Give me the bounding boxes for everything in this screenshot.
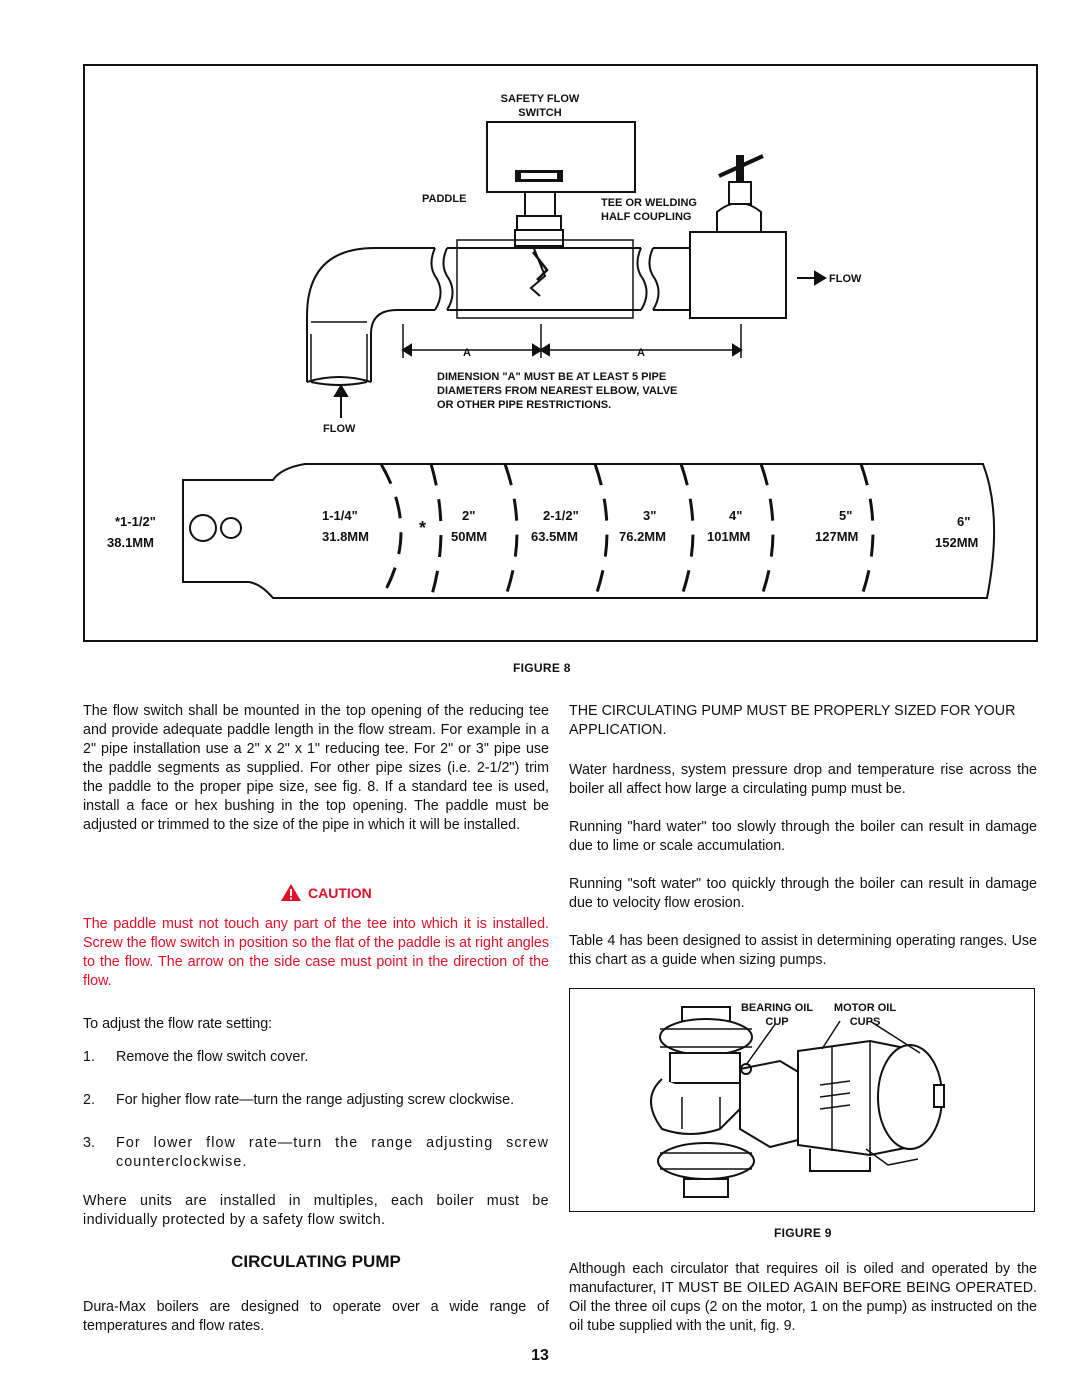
figure-9-caption: FIGURE 9 — [774, 1226, 832, 1240]
flow-bottom-label: FLOW — [323, 423, 356, 435]
paddle-size-mm: 31.8MM — [322, 529, 369, 544]
list-item-number: 1. — [83, 1049, 95, 1065]
paddle-size-mm: 101MM — [707, 529, 751, 544]
pump-range-paragraph: Dura-Max boilers are designed to operate over a wide range of temperatures and flow rates. — [83, 1299, 549, 1334]
dimension-note-2: DIAMETERS FROM NEAREST ELBOW, VALVE — [437, 385, 678, 397]
paddle-size-inch: 2" — [462, 508, 476, 523]
list-item-number: 3. — [83, 1135, 95, 1151]
adjust-intro: To adjust the flow rate setting: — [83, 1016, 273, 1032]
circulating-pump-heading: CIRCULATING PUMP — [231, 1252, 401, 1271]
page-number: 13 — [531, 1347, 549, 1364]
figure-8-caption: FIGURE 8 — [513, 661, 571, 675]
paddle-size-inch: 1-1/4" — [322, 508, 358, 523]
list-item — [83, 1134, 549, 1174]
table4-paragraph: Table 4 has been designed to assist in determining operating ranges. Use this chart as a guide when sizing pumps. — [569, 933, 1037, 968]
paddle-size-mm: 50MM — [451, 529, 488, 544]
warning-triangle-icon — [280, 883, 302, 902]
multiples-paragraph: Where units are installed in multiples, each boiler must be individually protected by a safety flow switch. — [83, 1193, 549, 1228]
water-hardness-paragraph: Water hardness, system pressure drop and temperature rise across the boiler all affect how large a circulating pump must be. — [569, 762, 1037, 797]
dimension-note-3: OR OTHER PIPE RESTRICTIONS. — [437, 399, 612, 411]
list-item — [83, 1091, 549, 1111]
list-item-text: Remove the flow switch cover. — [116, 1049, 309, 1065]
motor-oil-cups-label-2: CUPS — [849, 1016, 881, 1028]
paddle-size-mm: 76.2MM — [619, 529, 666, 544]
dimension-a-right: A — [637, 347, 645, 359]
motor-oil-cups-label: MOTOR OIL — [833, 1002, 897, 1014]
flow-switch-mounting-paragraph: The flow switch shall be mounted in the top opening of the reducing tee and provide adequate paddle length in the flow stream. For example in a 2" pipe installation use a 2" x 2" x 1" reducing tee. For 2" or 3" pipe use the paddle segments as supplied. For other pipe sizes (i.e. 2-1/2") trim the paddle to the proper pipe size, see fig. 8. If a standard tee is used, install a face or hex bushing in the top opening. The paddle must be adjusted or trimmed to the size of the pipe in which it will be installed. — [83, 703, 549, 833]
list-item-number: 2. — [83, 1092, 95, 1108]
caution-heading — [280, 883, 372, 902]
asterisk-mark: * — [419, 518, 427, 538]
paddle-size-mm: 127MM — [815, 529, 859, 544]
paddle-size-inch: 6" — [957, 514, 971, 529]
list-item — [83, 1048, 549, 1068]
flow-right-label: FLOW — [829, 273, 862, 285]
dimension-a-left: A — [463, 347, 471, 359]
bearing-oil-cup-label-2: CUP — [765, 1016, 789, 1028]
circulating-pump-drawing — [570, 989, 1033, 1210]
oiling-paragraph: Although each circulator that requires oil is oiled and operated by the manufacturer, IT MUST BE OILED AGAIN BEFORE BEING OPERATED. Oil the three oil cups (2 on the motor, 1 on the pump) as instructed on the oil tube supplied with the unit, fig. 9. — [569, 1261, 1037, 1334]
paddle-size-mm: 63.5MM — [531, 529, 578, 544]
flow-switch-diagram — [85, 66, 1040, 644]
pump-sizing-notice: THE CIRCULATING PUMP MUST BE PROPERLY SIZED FOR YOUR APPLICATION. — [569, 703, 1016, 738]
paddle-size-inch: 3" — [643, 508, 657, 523]
hard-water-paragraph: Running "hard water" too slowly through the boiler can result in damage due to lime or scale accumulation. — [569, 819, 1037, 854]
caution-title: CAUTION — [308, 884, 372, 901]
paddle-size-mm: 38.1MM — [107, 535, 154, 550]
paddle-size-inch: 4" — [729, 508, 743, 523]
figure-8-frame — [83, 64, 1038, 642]
paddle-size-inch: 5" — [839, 508, 853, 523]
paddle-strip — [183, 464, 994, 598]
dimension-note-1: DIMENSION "A" MUST BE AT LEAST 5 PIPE — [437, 371, 667, 383]
tee-label-2: HALF COUPLING — [601, 211, 692, 223]
caution-text: The paddle must not touch any part of the tee into which it is installed. Screw the flow switch in position so the flat of the paddle is at right angles to the flow. The arrow on the side case must point in the direction of the flow. — [83, 916, 549, 989]
paddle-size-inch: 2-1/2" — [543, 508, 579, 523]
safety-flow-switch-label-2: SWITCH — [518, 107, 562, 119]
list-item-text: For higher flow rate—turn the range adjusting screw clockwise. — [116, 1092, 515, 1108]
soft-water-paragraph: Running "soft water" too quickly through the boiler can result in damage due to velocity flow erosion. — [569, 876, 1037, 911]
tee-label: TEE OR WELDING — [601, 197, 697, 209]
paddle-size-inch: *1-1/2" — [115, 514, 156, 529]
paddle-label: PADDLE — [422, 193, 467, 205]
figure-9-frame — [569, 988, 1035, 1212]
bearing-oil-cup-label: BEARING OIL — [740, 1002, 814, 1014]
paddle-size-mm: 152MM — [935, 535, 979, 550]
safety-flow-switch-label: SAFETY FLOW — [500, 93, 580, 105]
list-item-text: For lower flow rate—turn the range adjusting screw counterclockwise. — [116, 1135, 549, 1170]
valve-body — [690, 232, 786, 318]
